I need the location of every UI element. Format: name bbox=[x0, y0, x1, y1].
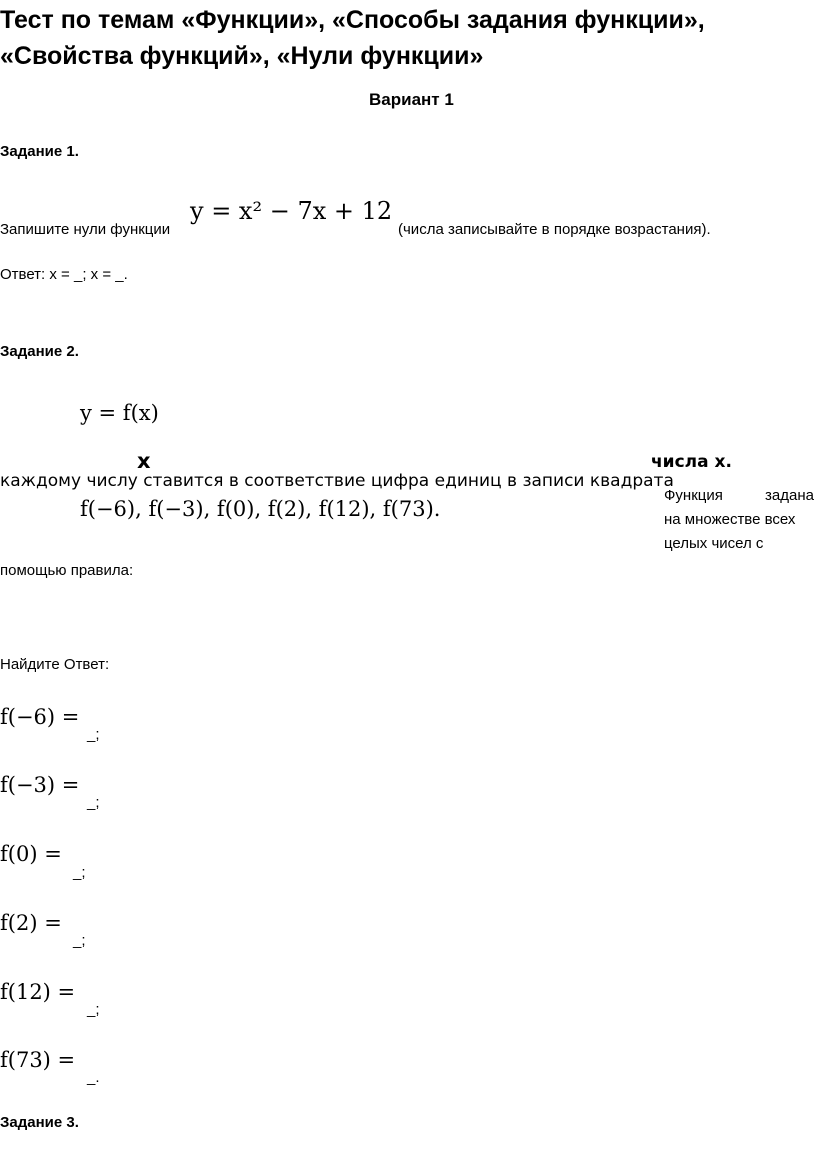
side-line-2: на множестве всех bbox=[664, 511, 796, 528]
item-blank-5: _; bbox=[87, 1001, 100, 1018]
task2-rule-intro: помощью правила: bbox=[0, 562, 134, 579]
item-expr-3: f(0) = bbox=[0, 842, 62, 866]
task1-formula: y = x² − 7x + 12 bbox=[190, 197, 393, 225]
task1-suffix: (числа записывайте в порядке возрастания). bbox=[398, 221, 711, 238]
task2-x-label: x bbox=[137, 449, 151, 473]
task2-side-column bbox=[664, 484, 814, 556]
task1-answer: Ответ: x = _; x = _. bbox=[0, 266, 128, 283]
side-line-3: целых чисел с bbox=[664, 535, 764, 552]
task1-heading: Задание 1. bbox=[0, 143, 79, 160]
task2-rule-text: каждому числу ставится в соответствие цифра единиц в записи квадрата bbox=[0, 471, 674, 491]
item-expr-4: f(2) = bbox=[0, 911, 62, 935]
side-word-1: Функция bbox=[664, 487, 723, 504]
task2-find: Найдите Ответ: bbox=[0, 656, 110, 673]
item-expr-6: f(73) = bbox=[0, 1048, 76, 1072]
task1-prefix: Запишите нули функции bbox=[0, 221, 171, 238]
item-expr-2: f(−3) = bbox=[0, 773, 80, 797]
item-expr-1: f(−6) = bbox=[0, 705, 80, 729]
item-blank-6: _. bbox=[87, 1069, 100, 1086]
side-word-2: задана bbox=[765, 487, 814, 504]
item-expr-5: f(12) = bbox=[0, 980, 76, 1004]
item-blank-1: _; bbox=[87, 726, 100, 743]
task2-number-x: числа x. bbox=[651, 452, 732, 472]
item-blank-2: _; bbox=[87, 794, 100, 811]
item-blank-4: _; bbox=[73, 932, 86, 949]
task2-values-list: f(−6), f(−3), f(0), f(2), f(12), f(73). bbox=[80, 497, 441, 521]
task2-heading: Задание 2. bbox=[0, 343, 79, 360]
variant-label: Вариант 1 bbox=[369, 90, 454, 109]
title-line-2: «Свойства функций», «Нули функции» bbox=[0, 42, 484, 70]
task2-function: y = f(x) bbox=[80, 401, 159, 425]
item-blank-3: _; bbox=[73, 864, 86, 881]
title-line-1: Тест по темам «Функции», «Способы задания функции», bbox=[0, 6, 705, 34]
task3-heading: Задание 3. bbox=[0, 1114, 79, 1131]
